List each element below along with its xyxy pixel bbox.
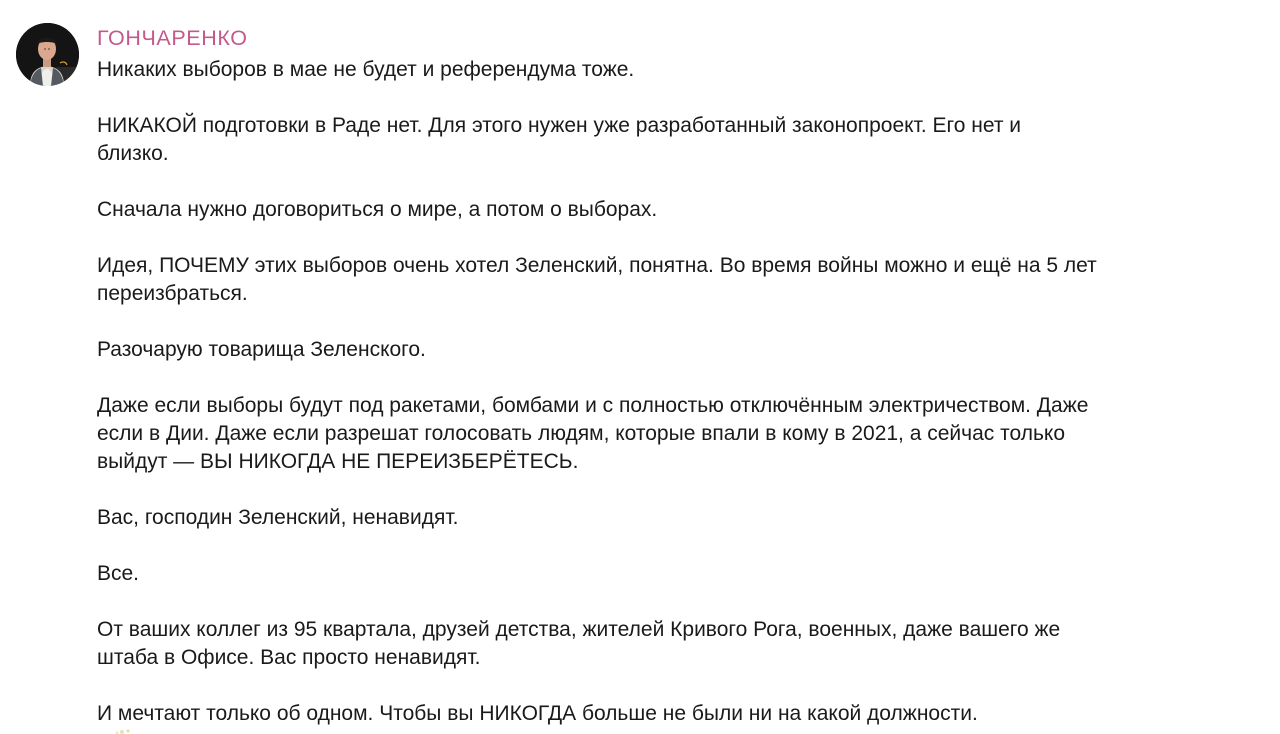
- message-line: НИКАКОЙ подготовки в Раде нет. Для этого нужен уже разработанный законопроект. Его нет и: [97, 114, 1021, 137]
- message-paragraph: [97, 196, 1257, 224]
- message-line: Даже если выборы будут под ракетами, бомбами и с полностью отключённым электричеством. Даже: [97, 394, 1089, 417]
- message-paragraph: [97, 112, 1257, 168]
- message-paragraph: [97, 700, 1257, 728]
- message-line: Сначала нужно договориться о мире, а потом о выборах.: [97, 198, 658, 221]
- message-text: [97, 56, 1257, 734]
- message-line: Идея, ПОЧЕМУ этих выборов очень хотел Зеленский, понятна. Во время войны можно и ещё на 5 лет: [97, 254, 1097, 277]
- message-paragraph: [97, 336, 1257, 364]
- author-name[interactable]: ГОНЧАРЕНКО: [97, 26, 248, 50]
- message-line: Разочарую товарища Зеленского.: [97, 338, 426, 361]
- message-paragraph: [97, 560, 1257, 588]
- sticker-preview-icon: [108, 726, 168, 734]
- message-paragraph: [97, 392, 1257, 476]
- message-line: От ваших коллег из 95 квартала, друзей детства, жителей Кривого Рога, военных, даже вашего же: [97, 618, 1061, 641]
- message-line: И мечтают только об одном. Чтобы вы НИКОГДА больше не были ни на какой должности.: [97, 702, 978, 725]
- message-paragraph: [97, 616, 1257, 672]
- message-line: если в Дии. Даже если разрешат голосовать людям, которые впали в кому в 2021, а сейчас только: [97, 422, 1065, 445]
- message-line: Вас, господин Зеленский, ненавидят.: [97, 506, 459, 529]
- message-line: переизбраться.: [97, 282, 248, 305]
- message-line: близко.: [97, 142, 169, 165]
- message-line: выйдут — ВЫ НИКОГДА НЕ ПЕРЕИЗБЕРЁТЕСЬ.: [97, 450, 579, 473]
- message-line: штаба в Офисе. Вас просто ненавидят.: [97, 646, 481, 669]
- message-paragraph: [97, 504, 1257, 532]
- message-line: Все.: [97, 562, 140, 585]
- person-photo-icon: [16, 23, 79, 86]
- author-avatar[interactable]: [16, 23, 79, 86]
- message-paragraph: [97, 252, 1257, 308]
- message-line: Никаких выборов в мае не будет и референдума тоже.: [97, 58, 635, 81]
- message-paragraph: [97, 56, 1257, 84]
